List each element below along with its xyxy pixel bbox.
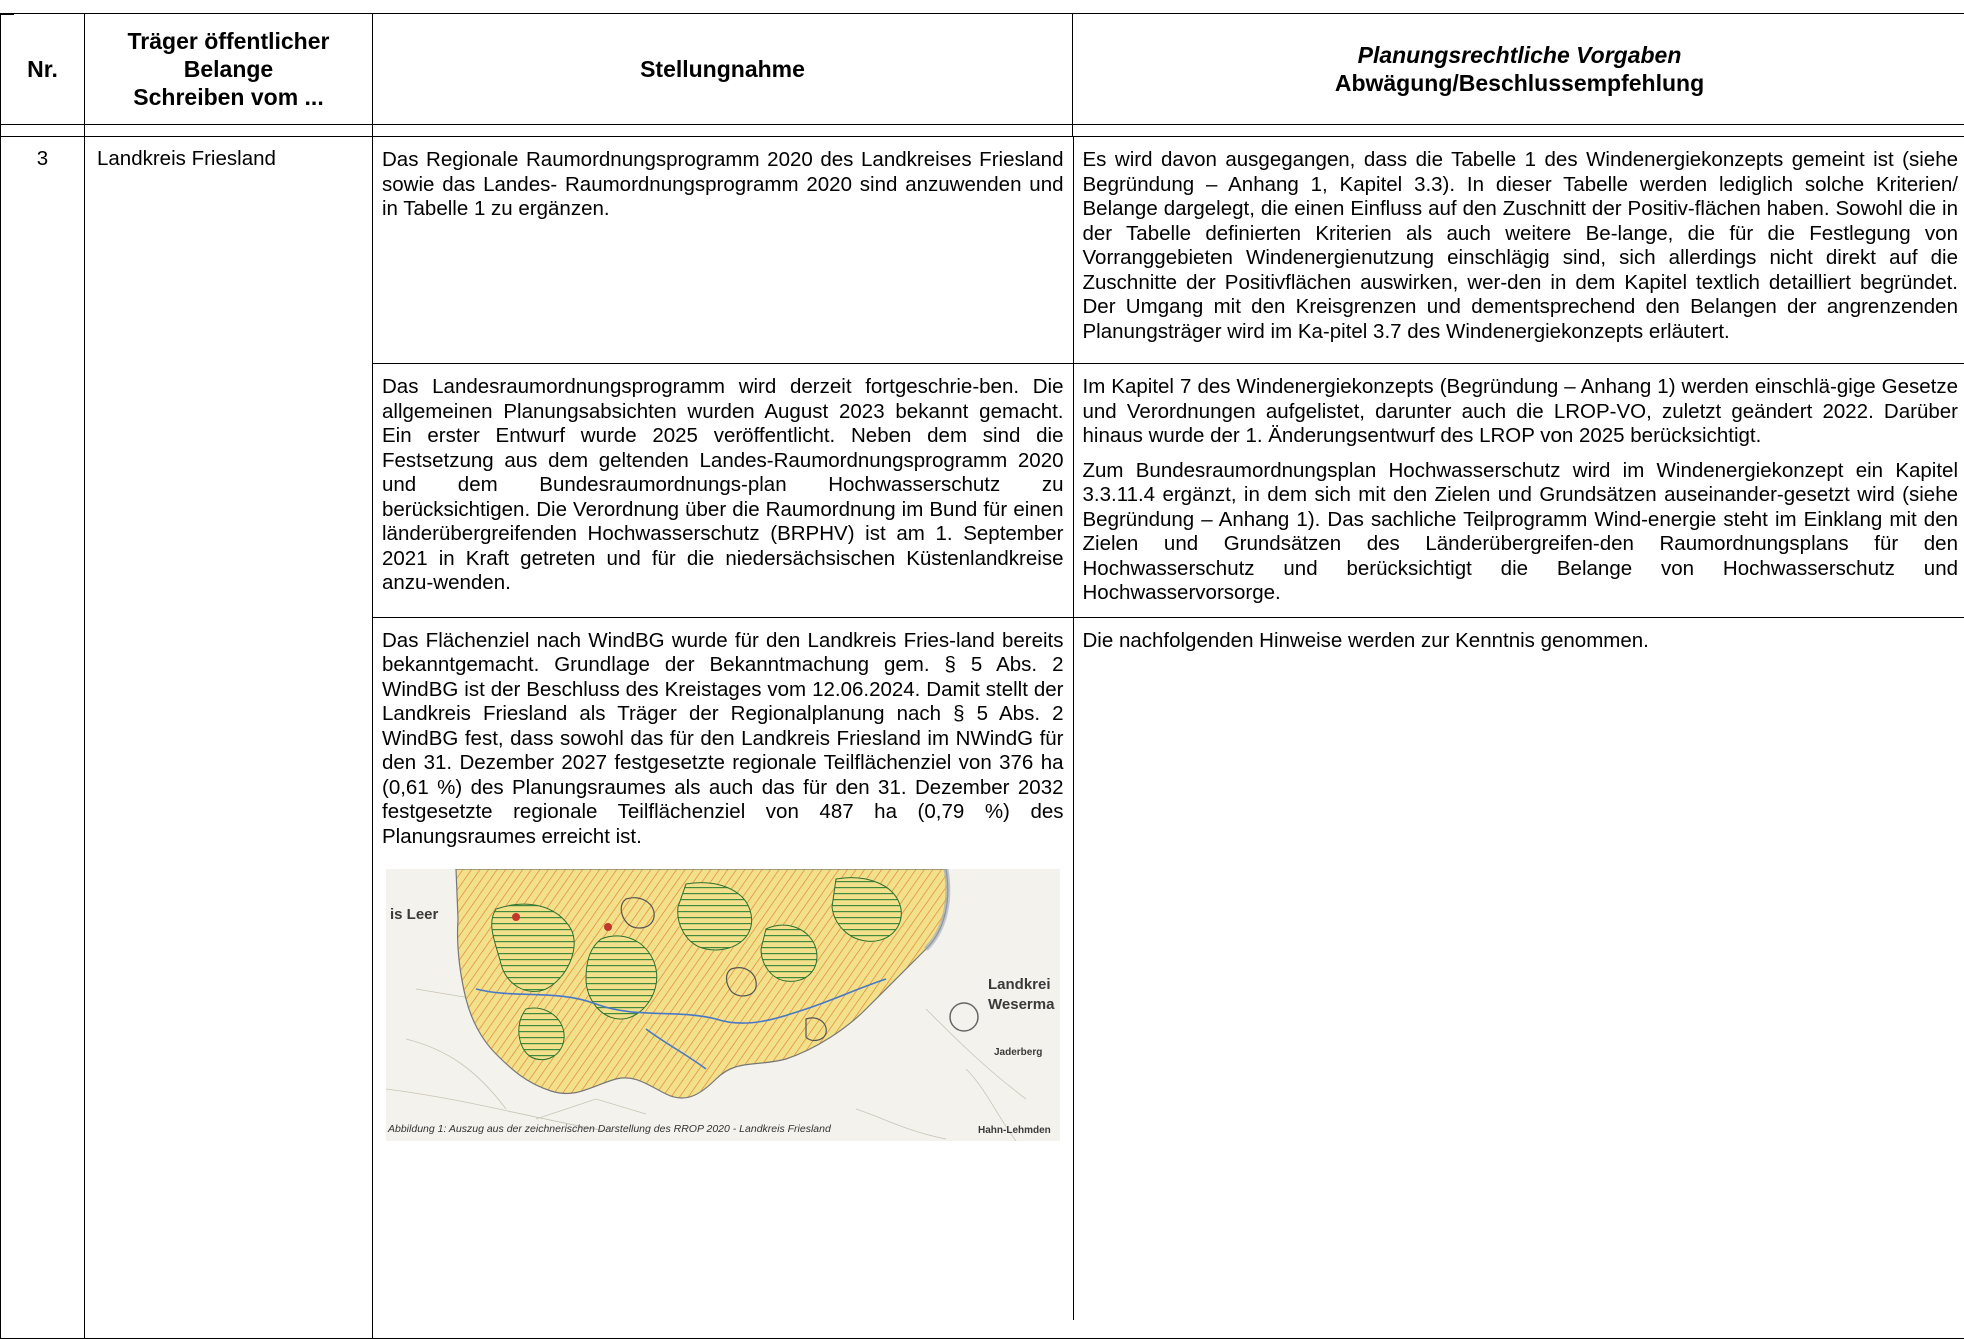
- spacer-row: [1, 125, 1964, 137]
- map-label-jaderberg: Jaderberg: [994, 1041, 1042, 1066]
- abwaegung-cell-2: [1073, 364, 1964, 618]
- stellungnahme-text-3: Das Flächenziel nach WindBG wurde für den Landkreis Fries-land bereits bekanntgemacht. Grundlage der Bekanntmachung gem. § 5 Abs. 2 WindBG ist der Beschluss des Kreistages vom 12.06.2024. Damit stellt der Landkreis Friesland als Träger der Regionalplanung nach § 5 Abs. 2 WindBG fest, dass sowohl das für den Landkreis Friesland im NWindG für den 31. Dezember 2027 festgesetzte regionale Teilflächenziel von 376 ha (0,61 %) des Planungsraumes als auch das für den 31. Dezember 2032 festgesetzte regionale Teilflächenziel von 487 ha (0,79 %) des Planungsraumes erreicht ist.: [374, 619, 1072, 860]
- header-stellungnahme: Stellungnahme: [373, 14, 1073, 125]
- rrop-map-excerpt: [386, 869, 1060, 1141]
- map-label-leer: is Leer: [390, 903, 438, 928]
- sub-row-1: [373, 137, 1964, 364]
- map-label-weserm: Weserma: [988, 993, 1054, 1018]
- stellungnahme-text-2: Das Landesraumordnungsprogramm wird derzeit fortgeschrie-ben. Die allgemeinen Planungsabsichten wurden August 2023 bekannt gemacht. Ein erster Entwurf wurde 2025 veröffentlicht. Neben dem sind die Festsetzung aus dem geltenden Landes-Raumordnungsprogramm 2020 und dem Bundesraumordnungs-plan Hochwasserschutz zu berücksichtigen. Die Verordnung über die Raumordnung im Bund für einen länderübergreifenden Hochwasserschutz (BRPHV) ist am 1. September 2021 in Kraft getreten und für die niedersächsischen Küstenlandkreise anzu-wenden.: [374, 365, 1072, 606]
- entry-content: [373, 137, 1964, 1339]
- entry-nr: 3: [1, 137, 85, 1339]
- map-label-hahn: Hahn-Lehmden: [978, 1119, 1051, 1141]
- abwaegung-text-3: Die nachfolgenden Hinweise werden zur Kenntnis genommen.: [1075, 619, 1964, 664]
- map-graphic: [386, 869, 1060, 1141]
- sub-row-3: [373, 617, 1964, 1320]
- map-caption: Abbildung 1: Auszug aus der zeichnerischen Darstellung des RROP 2020 - Landkreis Friesland: [388, 1117, 831, 1142]
- stellungnahme-text-1: Das Regionale Raumordnungsprogramm 2020 des Landkreises Friesland sowie das Landes- Raumordnungsprogramm 2020 sind anzuwenden und in Tabelle 1 zu ergänzen.: [374, 138, 1072, 232]
- stellungnahme-cell-1: [373, 137, 1073, 364]
- abwaegung-cell-1: [1073, 137, 1964, 364]
- header-traeger-line1: Träger öffentlicher: [89, 27, 368, 55]
- stellungnahme-table: [0, 13, 1964, 1339]
- abwaegung-text-2a: Im Kapitel 7 des Windenergiekonzepts (Begründung – Anhang 1) werden einschlä-gige Gesetze und Verordnungen aufgelistet, darunter auch die LROP-VO, zuletzt geändert 2022. Darüber hinaus wurde der 1. Änderungsentwurf des LROP von 2025 berücksichtigt.: [1075, 365, 1964, 455]
- header-traeger: [85, 14, 373, 125]
- sub-table: [373, 137, 1964, 1320]
- header-traeger-line3: Schreiben vom ...: [89, 83, 368, 111]
- header-row: [1, 14, 1964, 125]
- header-nr: Nr.: [1, 14, 85, 125]
- stellungnahme-cell-3: [373, 617, 1073, 1320]
- header-vorgaben: [1073, 14, 1964, 125]
- header-vorgaben-bold: Abwägung/Beschlussempfehlung: [1077, 69, 1962, 97]
- stellungnahme-cell-2: [373, 364, 1073, 618]
- map-label-landkreis: Landkrei: [988, 973, 1051, 998]
- header-vorgaben-italic: Planungsrechtliche Vorgaben: [1077, 41, 1962, 69]
- abwaegung-text-1: Es wird davon ausgegangen, dass die Tabelle 1 des Windenergiekonzepts gemeint ist (siehe Begründung – Anhang 1, Kapitel 3.3). In dieser Tabelle werden lediglich solche Kriterien/ Belange dargelegt, die einen Einfluss auf den Zuschnitt der Positiv-flächen haben. Sowohl die in der Tabelle definierten Kriterien als auch weitere Be-lange, die für die Festlegung von Vorranggebieten Windenergienutzung einschlägig sind, sich allerdings nicht direkt auf die Zuschnitte der Positivflächen auswirken, wer-den in dem Kapitel textlich detailliert begründet. Der Umgang mit den Kreisgrenzen und dementsprechend den Belangen der angrenzenden Planungsträger wird im Ka-pitel 3.7 des Windenergiekonzepts erläutert.: [1075, 138, 1964, 354]
- header-traeger-line2: Belange: [89, 55, 368, 83]
- entry-row: [1, 137, 1964, 1339]
- map-point-2: [604, 923, 612, 931]
- map-point-1: [512, 913, 520, 921]
- sub-row-2: [373, 364, 1964, 618]
- entry-traeger: Landkreis Friesland: [85, 137, 373, 1339]
- abwaegung-text-2b: Zum Bundesraumordnungsplan Hochwasserschutz wird im Windenergiekonzept ein Kapitel 3.3.11.4 ergänzt, in dem sich mit den Zielen und Grundsätzen auseinander-gesetzt wird (siehe Begründung – Anhang 1). Das sachliche Teilprogramm Wind-energie steht im Einklang mit den Zielen und Grundsätzen des Länderübergreifen-den Raumordnungsplans für den Hochwasserschutz und berücksichtigt die Belange von Hochwasserschutz und Hochwasservorsorge.: [1075, 455, 1964, 616]
- abwaegung-cell-3: [1073, 617, 1964, 1320]
- map-figure: [374, 859, 1072, 1141]
